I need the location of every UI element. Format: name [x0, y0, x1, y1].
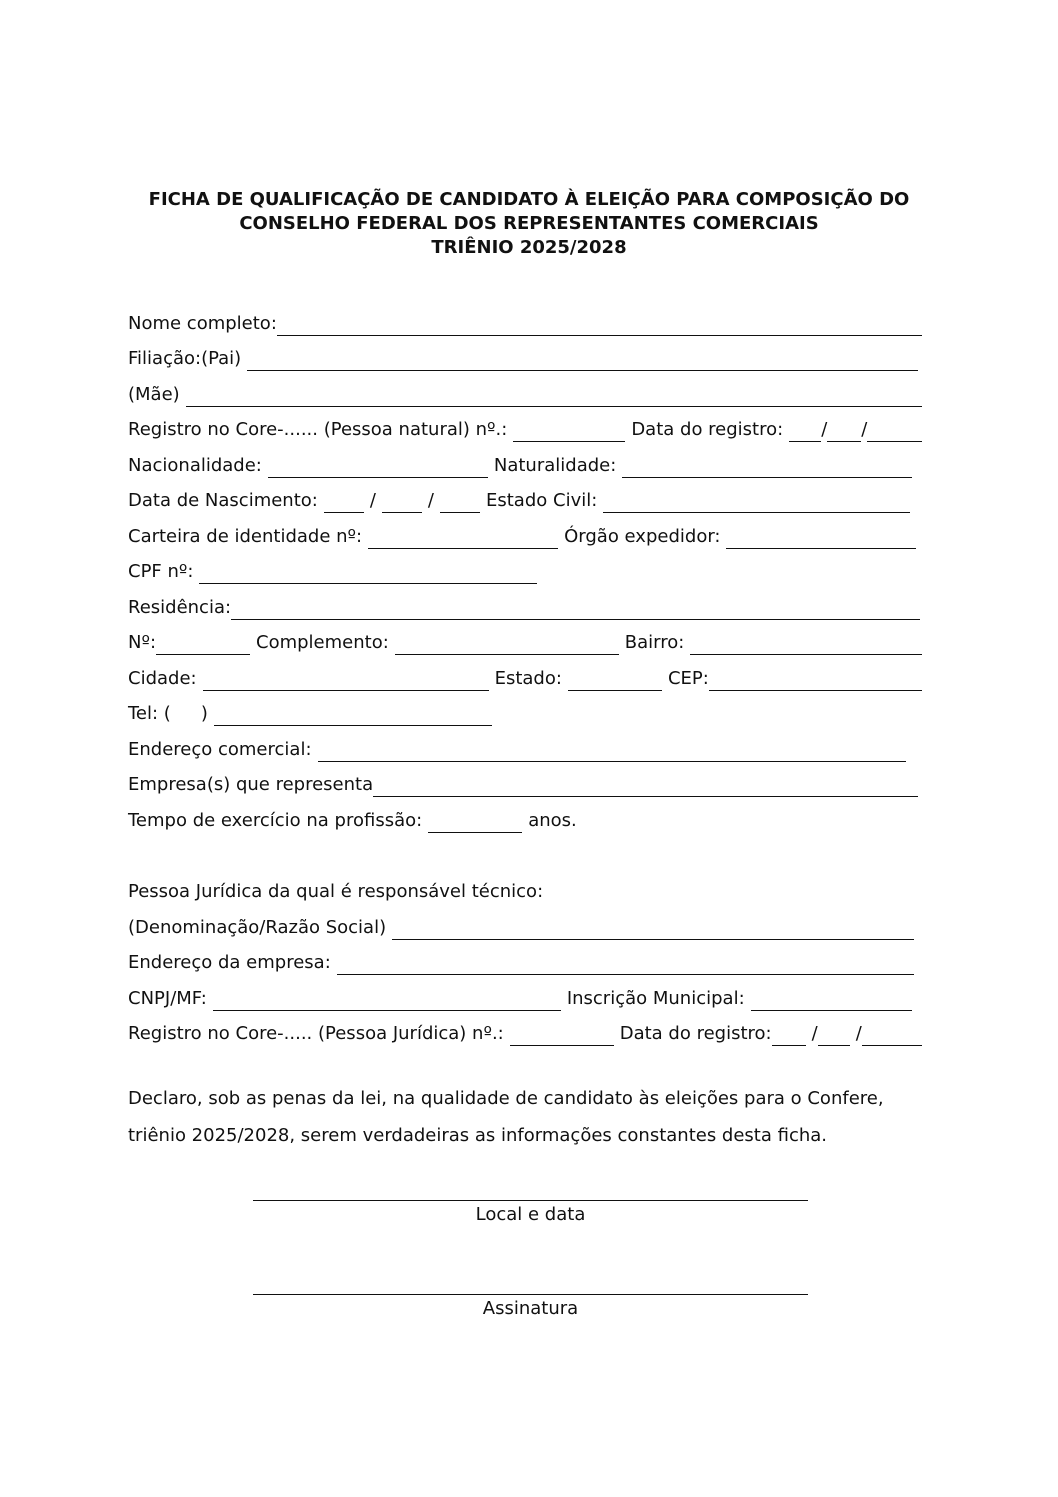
- data-registro-dia[interactable]: [789, 415, 821, 442]
- registro-pj-field[interactable]: [510, 1019, 614, 1046]
- label-anos: anos.: [528, 809, 577, 831]
- label-cep: CEP:: [667, 667, 709, 689]
- nascimento-dia[interactable]: [324, 486, 364, 513]
- denominacao-field[interactable]: [392, 913, 914, 940]
- residencia-field[interactable]: [231, 593, 920, 620]
- label-endereco-comercial: Endereço comercial:: [128, 738, 312, 760]
- label-cpf: CPF nº:: [128, 561, 194, 582]
- tempo-field[interactable]: [428, 806, 522, 833]
- nacionalidade-field[interactable]: [268, 451, 488, 478]
- label-orgao: Órgão expedidor:: [564, 525, 721, 547]
- cpf-field[interactable]: [199, 557, 537, 584]
- label-inscricao: Inscrição Municipal:: [566, 987, 745, 1009]
- row-residencia: [128, 588, 922, 624]
- label-denominacao: (Denominação/Razão Social): [128, 916, 387, 938]
- data-registro-ano[interactable]: [867, 415, 922, 442]
- label-estado: Estado:: [494, 667, 562, 689]
- row-nome: [128, 304, 922, 340]
- identidade-field[interactable]: [368, 522, 558, 549]
- label-numero: Nº:: [128, 632, 157, 653]
- label-data-registro: Data do registro:: [631, 419, 784, 440]
- label-pj-header: Pessoa Jurídica da qual é responsável técnico:: [128, 881, 544, 902]
- orgao-field[interactable]: [726, 522, 916, 549]
- row-nacionalidade: [128, 446, 922, 482]
- slash-1: /: [821, 419, 828, 440]
- title-line-3: TRIÊNIO 2025/2028: [431, 237, 627, 258]
- estado-field[interactable]: [568, 664, 662, 691]
- row-endereco: [128, 624, 922, 660]
- data-registro-pj-mes[interactable]: [818, 1019, 850, 1046]
- label-nacionalidade: Nacionalidade:: [128, 454, 262, 476]
- label-registro-pj: Registro no Core-..... (Pessoa Jurídica) nº.:: [128, 1023, 504, 1044]
- label-tempo: Tempo de exercício na profissão:: [128, 809, 423, 831]
- row-empresas: [128, 766, 922, 802]
- pai-field[interactable]: [247, 344, 918, 371]
- data-registro-pj-dia[interactable]: [772, 1019, 806, 1046]
- row-cidade: [128, 659, 922, 695]
- row-mae: [128, 375, 922, 411]
- label-tel: Tel: (: [128, 703, 171, 724]
- registro-pf-field[interactable]: [513, 415, 625, 442]
- complemento-field[interactable]: [395, 628, 619, 655]
- cnpj-field[interactable]: [213, 984, 561, 1011]
- cep-field[interactable]: [709, 664, 922, 691]
- row-registro-pj: [128, 1015, 922, 1051]
- slash-5: /: [811, 1023, 818, 1044]
- endereco-empresa-field[interactable]: [337, 948, 914, 975]
- row-tempo: [128, 801, 922, 837]
- signature-line[interactable]: [253, 1294, 808, 1295]
- label-pai: Filiação:(Pai): [128, 348, 242, 369]
- row-endereco-empresa: [128, 944, 922, 980]
- label-empresas: Empresa(s) que representa: [128, 774, 374, 795]
- estado-civil-field[interactable]: [603, 486, 910, 513]
- label-nome: Nome completo:: [128, 312, 277, 334]
- row-cpf: [128, 553, 922, 589]
- nascimento-ano[interactable]: [440, 486, 480, 513]
- mae-field[interactable]: [186, 380, 922, 407]
- empresas-field[interactable]: [373, 770, 918, 797]
- row-identidade: [128, 517, 922, 553]
- label-endereco-empresa: Endereço da empresa:: [128, 952, 331, 973]
- declaration-text: Declaro, sob as penas da lei, na qualidade de candidato às eleições para o Confere, triênio 2025/2028, serem verdadeiras as informações constantes desta ficha.: [128, 1088, 884, 1146]
- label-registro-pf: Registro no Core-...... (Pessoa natural) nº.:: [128, 419, 508, 440]
- row-pj-header: [128, 873, 922, 909]
- label-data-registro-pj: Data do registro:: [619, 1023, 772, 1044]
- label-complemento: Complemento:: [256, 632, 389, 653]
- label-nascimento: Data de Nascimento:: [128, 490, 318, 511]
- label-mae: (Mãe): [128, 383, 180, 405]
- row-endereco-comercial: [128, 730, 922, 766]
- nascimento-mes[interactable]: [382, 486, 422, 513]
- label-bairro: Bairro:: [624, 632, 685, 653]
- title-line-2: CONSELHO FEDERAL DOS REPRESENTANTES COMERCIAIS: [239, 213, 819, 234]
- label-cnpj: CNPJ/MF:: [128, 987, 207, 1009]
- label-tel-close: ): [200, 703, 208, 724]
- title-line-1: FICHA DE QUALIFICAÇÃO DE CANDIDATO À ELEIÇÃO PARA COMPOSIÇÃO DO: [148, 189, 910, 210]
- label-naturalidade: Naturalidade:: [493, 454, 617, 476]
- row-registro-pf: [128, 411, 922, 447]
- slash-3: /: [369, 490, 376, 511]
- row-pai: [128, 340, 922, 376]
- signature-label: Assinatura: [482, 1298, 579, 1319]
- row-tel: [128, 695, 922, 731]
- row-cnpj: [128, 979, 922, 1015]
- naturalidade-field[interactable]: [622, 451, 912, 478]
- cidade-field[interactable]: [203, 664, 489, 691]
- nome-field[interactable]: [277, 309, 922, 336]
- endereco-comercial-field[interactable]: [318, 735, 906, 762]
- bairro-field[interactable]: [690, 628, 922, 655]
- local-data-line[interactable]: [253, 1200, 808, 1201]
- tel-field[interactable]: [214, 699, 492, 726]
- slash-4: /: [427, 490, 434, 511]
- slash-2: /: [861, 419, 868, 440]
- label-residencia: Residência:: [128, 596, 232, 618]
- row-nascimento: [128, 482, 922, 518]
- local-data-label: Local e data: [475, 1204, 586, 1225]
- data-registro-mes[interactable]: [827, 415, 861, 442]
- label-estado-civil: Estado Civil:: [486, 490, 598, 511]
- numero-field[interactable]: [156, 628, 250, 655]
- data-registro-pj-ano[interactable]: [862, 1019, 922, 1046]
- form-title: [0, 188, 1058, 260]
- label-cidade: Cidade:: [128, 667, 197, 689]
- candidate-form: [128, 304, 922, 1050]
- row-denominacao: [128, 908, 922, 944]
- label-identidade: Carteira de identidade nº:: [128, 525, 363, 547]
- inscricao-field[interactable]: [751, 984, 912, 1011]
- slash-6: /: [855, 1023, 862, 1044]
